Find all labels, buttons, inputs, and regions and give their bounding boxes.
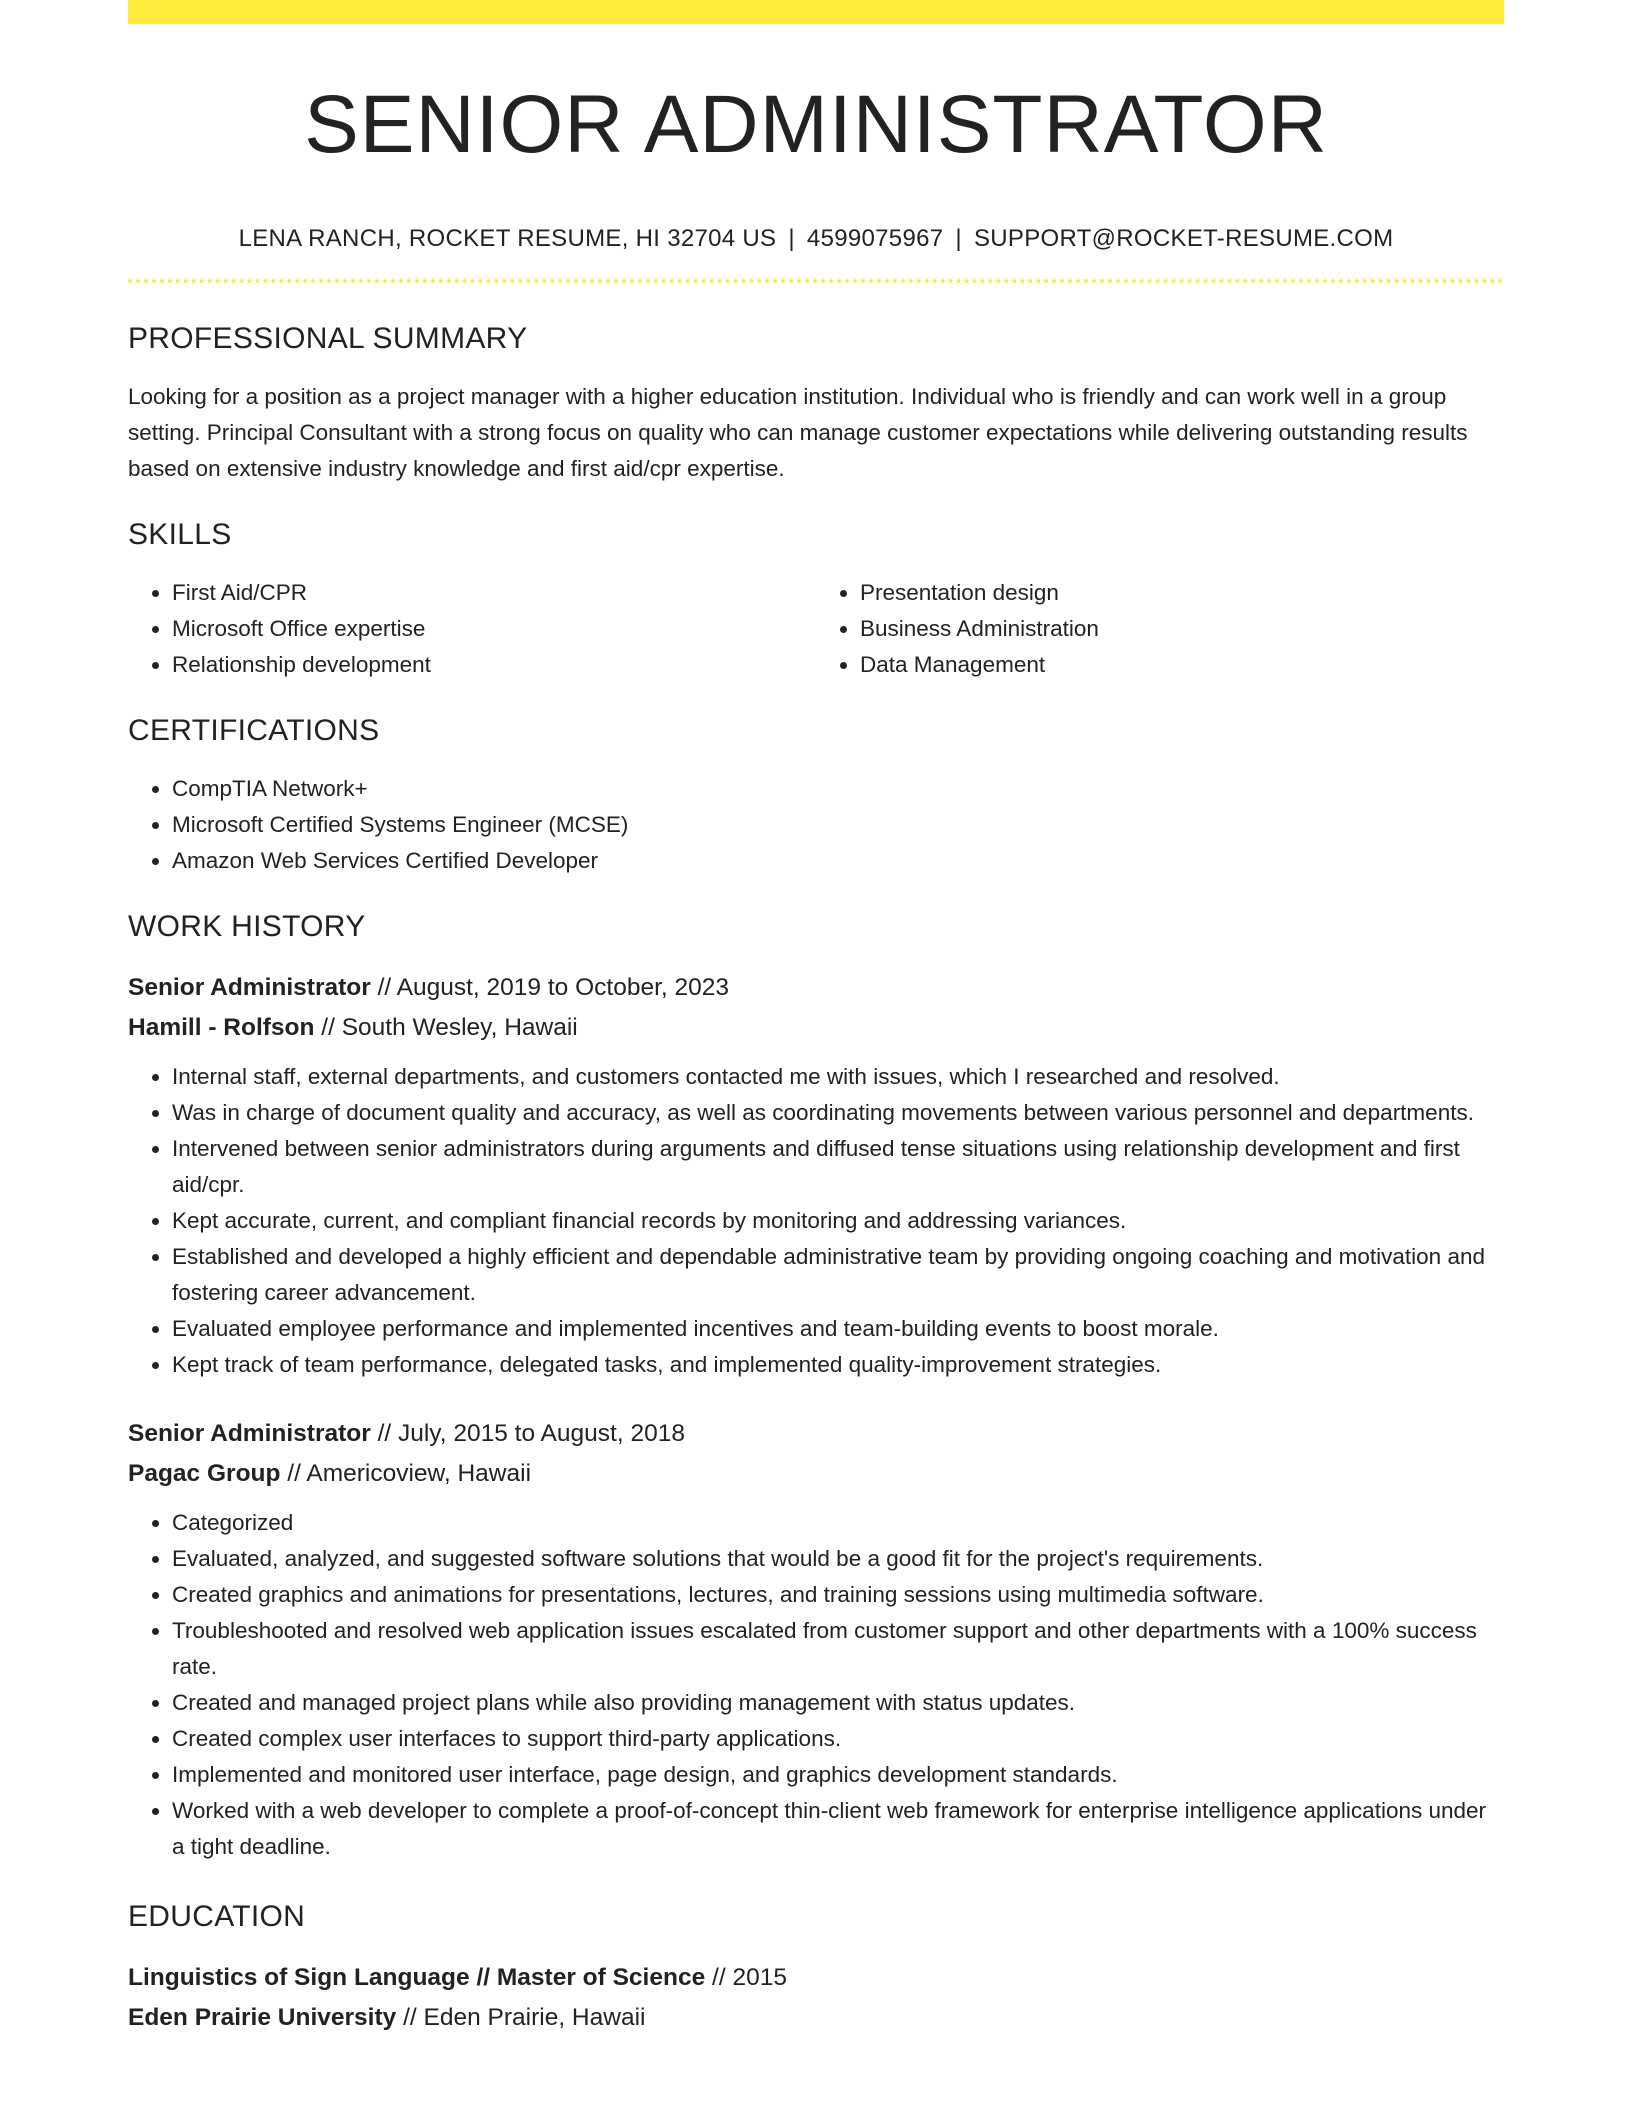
list-item: • Internal staff, external departments, and customers contacted me with issues, which I researched and resolved. [172, 1059, 1504, 1095]
list-item: • Intervened between senior administrators during arguments and diffused tense situations using relationship development and first aid/cpr. [172, 1131, 1504, 1203]
email-text: SUPPORT@ROCKET-RESUME.COM [973, 225, 1394, 252]
education-year: // 2015 [705, 1964, 787, 1991]
job-title-line [128, 1415, 1504, 1453]
list-item: • Created complex user interfaces to support third-party applications. [172, 1721, 1504, 1757]
certifications-section [128, 713, 1504, 879]
section-heading: SKILLS [128, 518, 232, 551]
list-item: • Evaluated, analyzed, and suggested software solutions that would be a good fit for the project's requirements. [172, 1541, 1504, 1577]
list-item: • Microsoft Office expertise [172, 611, 816, 647]
list-item: • Microsoft Certified Systems Engineer (MCSE) [172, 807, 1504, 843]
page-title: SENIOR ADMINISTRATOR [304, 79, 1328, 170]
education-section [128, 1899, 1504, 2037]
job-entry [128, 1415, 1504, 1865]
job-company: Pagac Group [128, 1460, 281, 1487]
list-item: • Implemented and monitored user interface, page design, and graphics development standards. [172, 1757, 1504, 1793]
skills-list-right [816, 575, 1504, 683]
job-entry [128, 969, 1504, 1383]
list-item: • Was in charge of document quality and accuracy, as well as coordinating movements between various personnel and departments. [172, 1095, 1504, 1131]
list-item: • Kept accurate, current, and compliant financial records by monitoring and addressing variances. [172, 1203, 1504, 1239]
section-heading: PROFESSIONAL SUMMARY [128, 322, 528, 355]
job-location: // South Wesley, Hawaii [314, 1014, 578, 1041]
job-bullets [128, 1059, 1504, 1383]
contact-separator: | [788, 225, 795, 252]
list-item: • Created graphics and animations for presentations, lectures, and training sessions using multimedia software. [172, 1577, 1504, 1613]
list-item: • Presentation design [860, 575, 1504, 611]
job-bullets [128, 1505, 1504, 1865]
section-heading: WORK HISTORY [128, 910, 366, 943]
summary-text: Looking for a position as a project manager with a higher education institution. Individual who is friendly and can work well in a group setting. Principal Consultant with a strong focus on quality who can manage customer expectations while delivering outstanding results based on extensive industry knowledge and first aid/cpr expertise. [128, 384, 1468, 481]
list-item: • Kept track of team performance, delegated tasks, and implemented quality-improvement strategies. [172, 1347, 1504, 1383]
dotted-divider [128, 279, 1504, 283]
list-item: • Amazon Web Services Certified Developer [172, 843, 1504, 879]
list-item: • Evaluated employee performance and implemented incentives and team-building events to boost morale. [172, 1311, 1504, 1347]
contact-line [128, 224, 1504, 254]
education-degree-line [128, 1959, 1504, 1997]
education-school-line [128, 1999, 1504, 2037]
job-location: // Americoview, Hawaii [280, 1460, 532, 1487]
list-item: • Relationship development [172, 647, 816, 683]
list-item: • Data Management [860, 647, 1504, 683]
section-heading: EDUCATION [128, 1900, 306, 1933]
education-location: // Eden Prairie, Hawaii [396, 2004, 646, 2031]
resume-page [128, 0, 1504, 2037]
list-item: • Troubleshooted and resolved web application issues escalated from customer support and other departments with a 100% success rate. [172, 1613, 1504, 1685]
summary-section [128, 321, 1504, 487]
list-item: • Worked with a web developer to complete a proof-of-concept thin-client web framework for enterprise intelligence applications under a tight deadline. [172, 1793, 1504, 1865]
list-item: • CompTIA Network+ [172, 771, 1504, 807]
list-item: • Established and developed a highly efficient and dependable administrative team by providing ongoing coaching and motivation and fostering career advancement. [172, 1239, 1504, 1311]
education-degree: Linguistics of Sign Language // Master of Science [128, 1964, 706, 1991]
education-school: Eden Prairie University [128, 2004, 397, 2031]
phone-text: 4599075967 [806, 225, 944, 252]
certifications-list [128, 771, 1504, 879]
job-title-line [128, 969, 1504, 1007]
job-title: Senior Administrator [128, 974, 371, 1001]
list-item: • Business Administration [860, 611, 1504, 647]
job-company: Hamill - Rolfson [128, 1014, 315, 1041]
skills-section [128, 517, 1504, 683]
address-text: LENA RANCH, ROCKET RESUME, HI 32704 US [238, 225, 777, 252]
skills-grid [128, 575, 1504, 683]
job-dates: // August, 2019 to October, 2023 [370, 974, 729, 1001]
job-dates: // July, 2015 to August, 2018 [370, 1420, 685, 1447]
job-company-line [128, 1455, 1504, 1493]
list-item: • Categorized [172, 1505, 1504, 1541]
list-item: • Created and managed project plans while also providing management with status updates. [172, 1685, 1504, 1721]
job-title: Senior Administrator [128, 1420, 371, 1447]
skills-list-left [128, 575, 816, 683]
section-heading: CERTIFICATIONS [128, 714, 380, 747]
list-item: • First Aid/CPR [172, 575, 816, 611]
top-accent-bar [128, 0, 1504, 24]
contact-separator: | [955, 225, 962, 252]
work-history-section [128, 909, 1504, 1865]
job-company-line [128, 1009, 1504, 1047]
